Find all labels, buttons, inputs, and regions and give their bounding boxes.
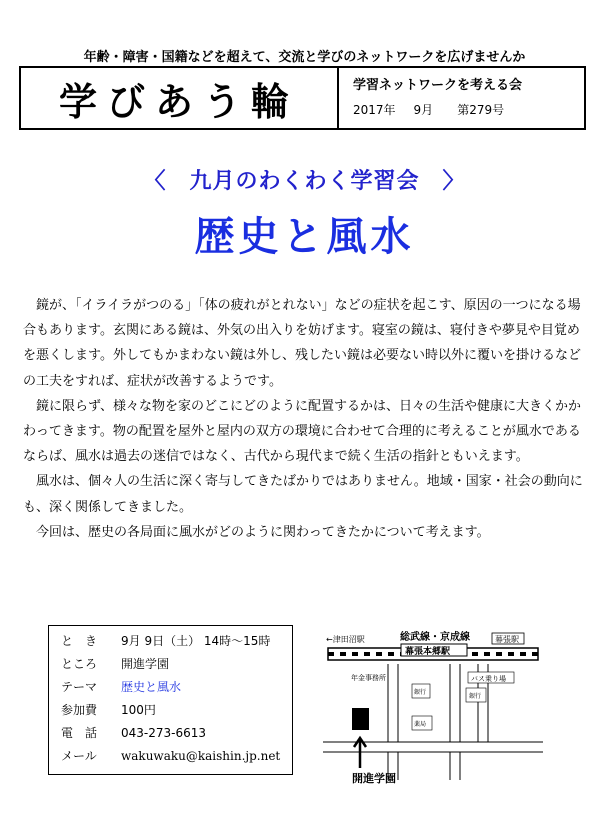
info-row-where xyxy=(61,652,292,675)
map-bus-stop: バス乗り場 xyxy=(471,675,506,683)
info-row-theme xyxy=(61,675,292,698)
info-label: テーマ xyxy=(61,680,98,694)
info-label: 電 話 xyxy=(61,726,98,740)
info-row-tel xyxy=(61,721,292,744)
map-arrow-icon xyxy=(354,738,366,768)
newsletter-logo: 学びあう輪 xyxy=(21,68,339,128)
map-pension-office: 年金事務所 xyxy=(351,674,386,682)
tagline: 年齢・障害・国籍などを超えて、交流と学びのネットワークを広げませんか xyxy=(83,50,526,65)
info-value: 歴史と風水 xyxy=(121,680,182,694)
article-paragraph: 風水は、個々人の生活に深く寄与してきたばかりではありません。地域・国家・社会の動向にも、深く関係してきました。 xyxy=(23,474,583,515)
issue-info xyxy=(339,68,584,128)
article-body xyxy=(23,293,586,545)
article-paragraph: 鏡が、「イライラがつのる」「体の疲れがとれない」などの症状を起こす、原因の一つになる場合もあります。玄関にある鏡は、外気の出入りを妨げます。寝室の鏡は、寝付きや夢見や目覚めを悪くします。外してもかまわない鏡は外し、残したい鏡は必要ない時以外に覆いを掛けるなどの工夫をすれば、症状が改善するようです。 xyxy=(23,298,581,389)
issue-number: 第279号 xyxy=(457,103,505,117)
info-value: wakuwaku@kaishin.jp.net xyxy=(121,748,281,763)
map-bank-2: 銀行 xyxy=(469,693,482,700)
info-value: 9月 9日（土） 14時～15時 xyxy=(121,634,271,648)
map-station-main: 幕張本郷駅 xyxy=(405,647,451,657)
article-paragraph: 今回は、歴史の各局面に風水がどのように関わってきたかについて考えます。 xyxy=(36,524,490,540)
info-row-mail xyxy=(61,744,292,767)
map-road-left xyxy=(388,664,398,780)
map-bank: 銀行 xyxy=(414,689,427,696)
map-school-label: 開進学園 xyxy=(352,772,396,785)
info-label: メール xyxy=(61,749,97,763)
map-station-left: ←津田沼駅 xyxy=(326,635,365,644)
info-label: ところ xyxy=(61,657,98,671)
issue-month: 9月 xyxy=(413,103,434,117)
info-value: 043-273-6613 xyxy=(121,725,207,740)
event-title: 歴史と風水 xyxy=(194,214,415,260)
info-label: と き xyxy=(61,634,98,648)
issue-year: 2017年 xyxy=(353,103,396,117)
info-label: 参加費 xyxy=(61,703,98,717)
map-pharmacy: 薬局 xyxy=(414,721,427,728)
map-school-building xyxy=(352,708,369,730)
event-info-box xyxy=(48,625,293,775)
masthead xyxy=(19,66,586,130)
organization-name: 学習ネットワークを考える会 xyxy=(353,78,523,93)
event-subtitle: 〈 九月のわくわく学習会 〉 xyxy=(143,169,466,194)
map-station-right: 幕張駅 xyxy=(495,635,519,644)
info-row-fee xyxy=(61,698,292,721)
map-line-name: 総武線・京成線 xyxy=(400,632,470,643)
issue-date xyxy=(353,101,584,118)
map-road-middle xyxy=(450,664,460,780)
access-map xyxy=(318,630,548,790)
info-value: 100円 xyxy=(121,703,156,717)
info-value: 開進学園 xyxy=(121,657,170,671)
info-row-when xyxy=(61,629,292,652)
article-paragraph: 鏡に限らず、様々な物を家のどこにどのように配置するかは、日々の生活や健康に大きくかかわってきます。物の配置を屋外と屋内の双方の環境に合わせて合理的に考えることが風水であるならば、風水は過去の迷信ではなく、古代から現代まで続く生活の指針ともいえます。 xyxy=(23,398,581,465)
